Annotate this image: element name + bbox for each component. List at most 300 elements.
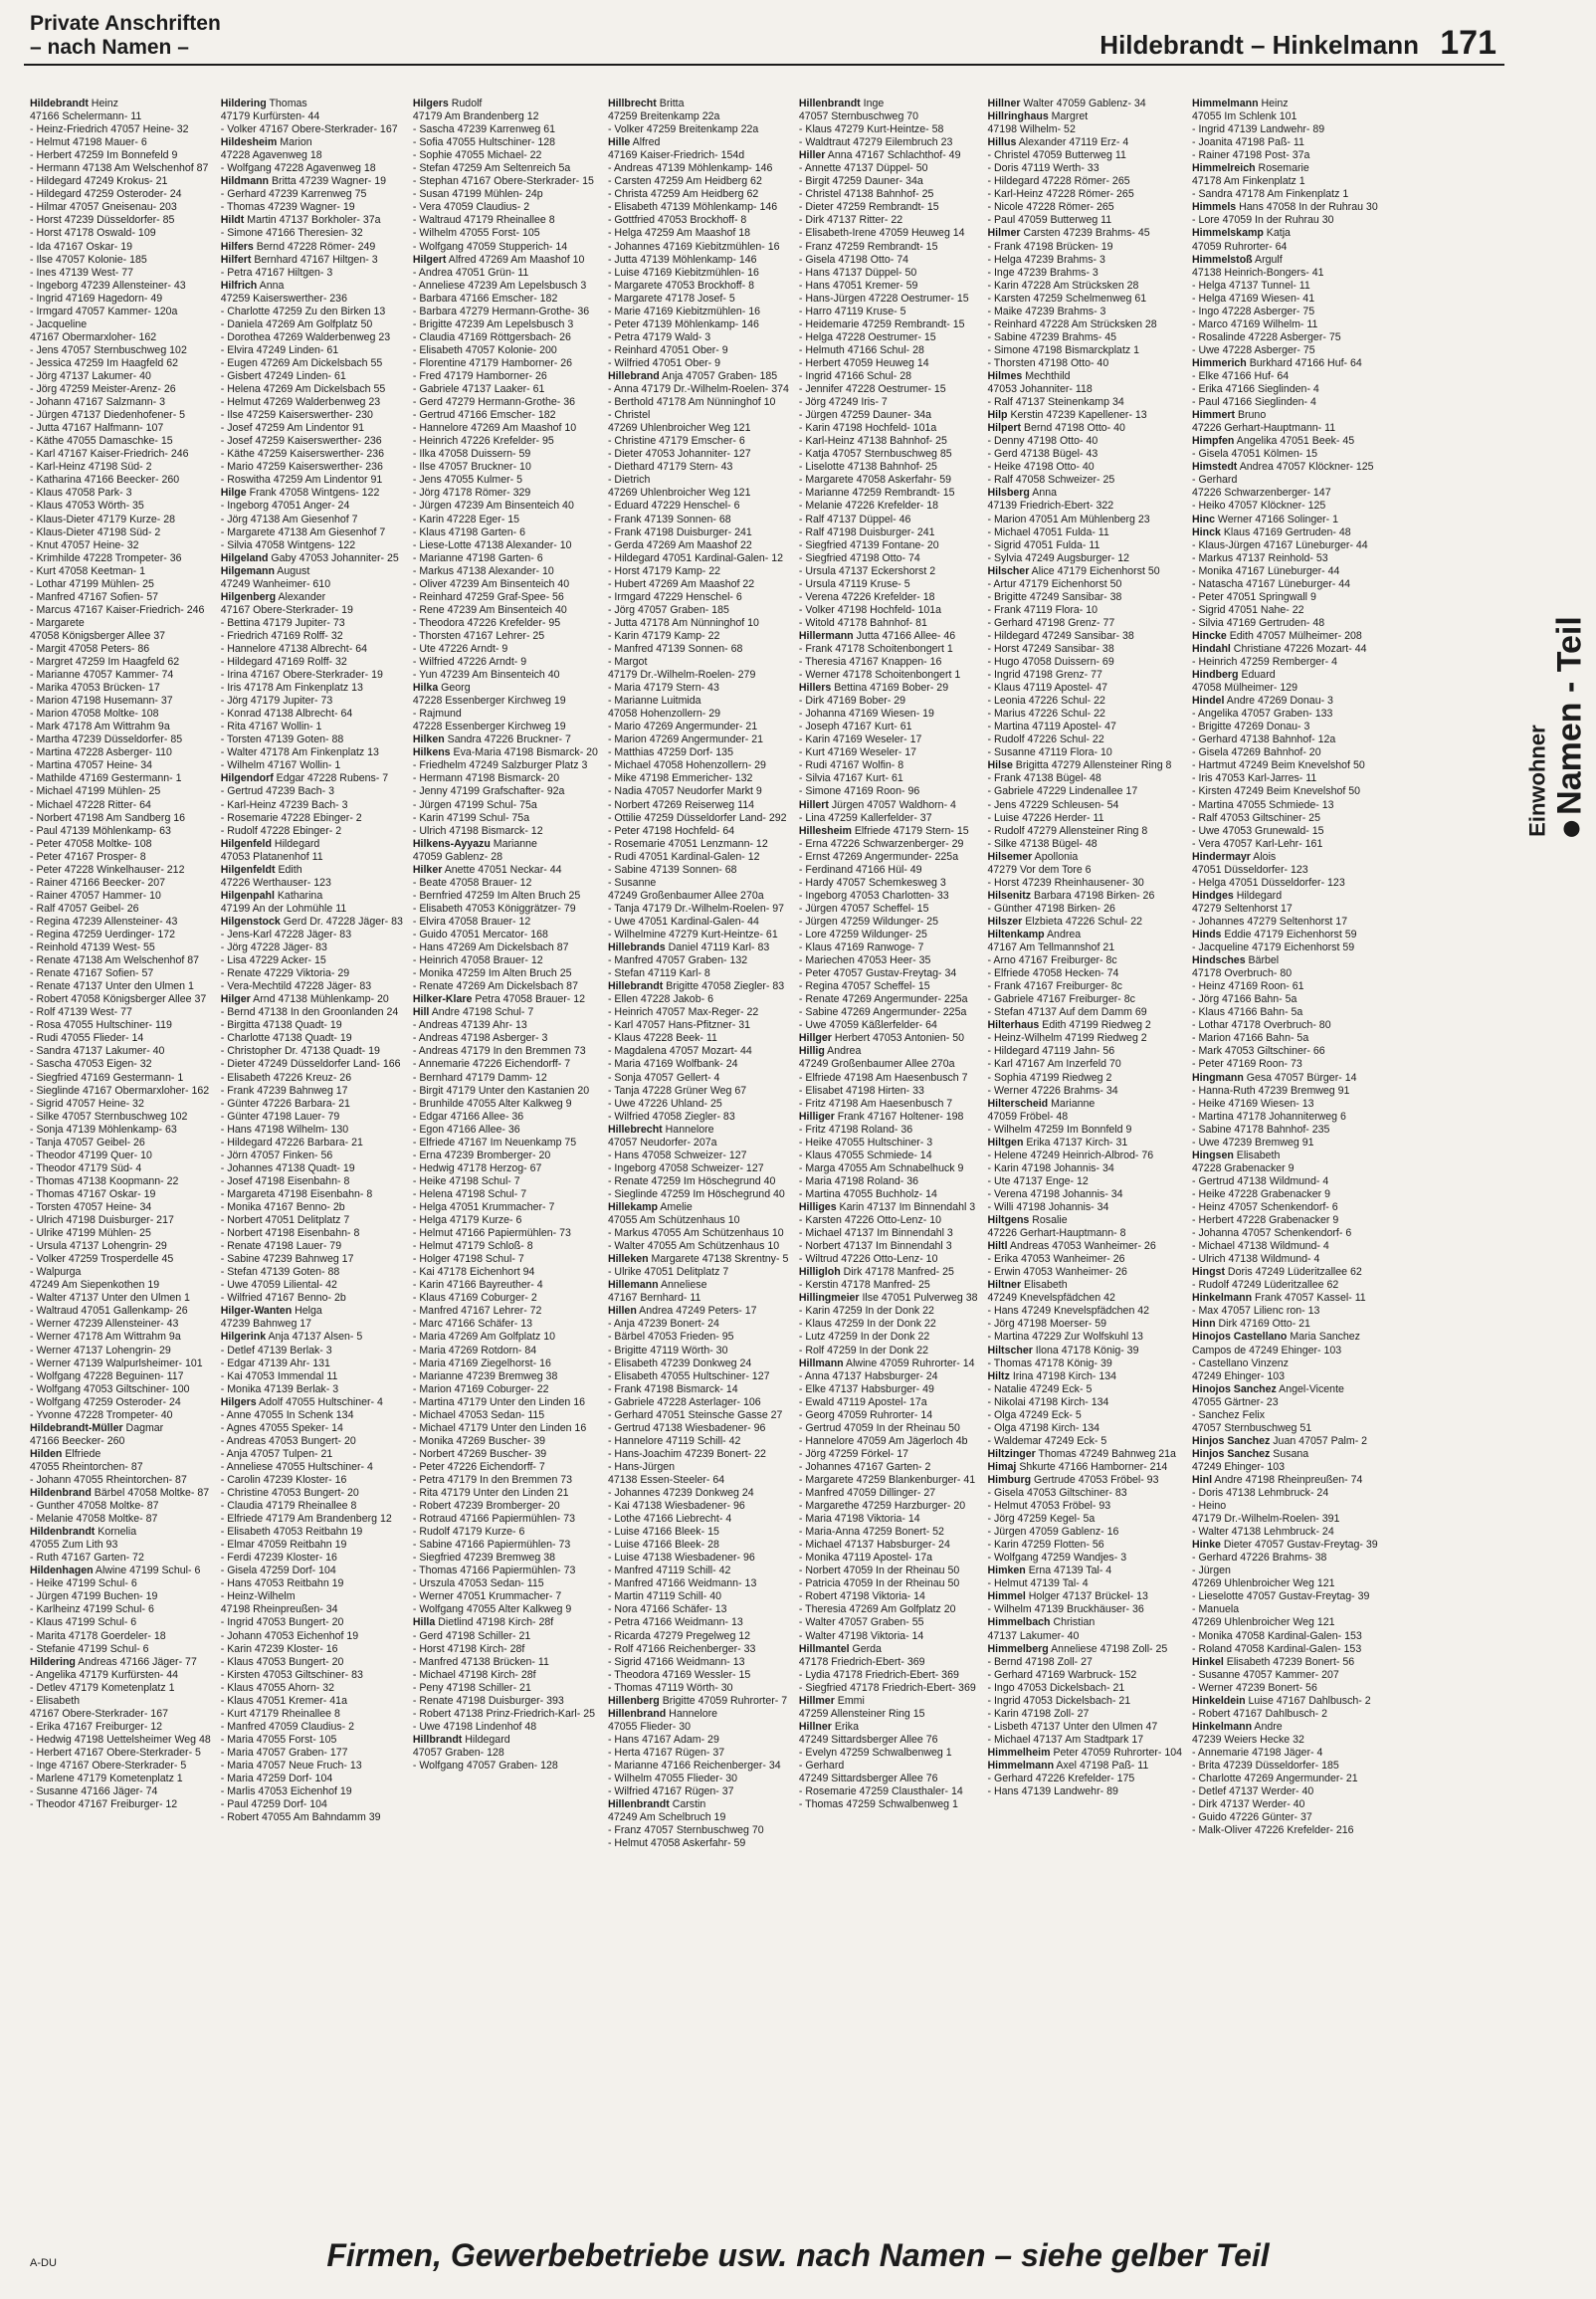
directory-entry: - Lore 47259 Wildunger- 25 — [798, 929, 927, 940]
directory-entry: - Harro 47119 Kruse- 5 — [798, 305, 906, 317]
directory-entry: - Werner 47139 Walpurlsheimer- 101 — [30, 1357, 203, 1369]
directory-entry: - Josef 47259 Kaiserswerther- 236 — [220, 435, 382, 448]
directory-entry: - Ingrid 47169 Hagedorn- 49 — [30, 292, 163, 305]
directory-entry: - Katharina 47166 Beecker- 260 — [30, 474, 180, 487]
directory-entry: - Ursula 47137 Lohengrin- 29 — [30, 1240, 167, 1253]
entry-surname: Hinojos Castellano — [1192, 1331, 1288, 1344]
directory-entry: - Karin 47199 Schul- 75a — [412, 811, 530, 824]
directory-entry: - Michael 47138 Wildmund- 4 — [1192, 1240, 1329, 1253]
directory-entry: - Carsten 47259 Am Heidberg 62 — [607, 175, 762, 188]
directory-entry: - Marlene 47179 Kometenplatz 1 — [30, 1773, 183, 1785]
directory-entry: - Olga 47249 Eck- 5 — [987, 1408, 1082, 1421]
directory-entry: - Elisabeth 47053 Königgrätzer- 79 — [412, 902, 576, 915]
entry-surname: Hinkelmann — [1192, 1292, 1253, 1305]
directory-entry: - Uwe 47053 Grunewald- 15 — [1192, 824, 1324, 837]
directory-entry: - Heike 47198 Schul- 7 — [412, 1174, 520, 1187]
directory-entry: - Karin 47239 Kloster- 16 — [220, 1642, 338, 1655]
directory-entry: - Wolfgang 47059 Stupperich- 14 — [412, 240, 568, 253]
entry-details: Anneliese 47198 Zoll- 25 — [1048, 1642, 1168, 1655]
directory-entry: - Luise 47138 Wiesbadener- 96 — [607, 1552, 755, 1565]
directory-entry: - Maria 47179 Stern- 43 — [607, 682, 719, 695]
entry-details: Heinz — [1258, 98, 1289, 109]
directory-entry: - Monika 47167 Benno- 2b — [220, 1200, 345, 1213]
entry-surname: Hillner — [798, 1720, 832, 1733]
directory-entry: - Helena 47269 Am Dickelsbach 55 — [220, 383, 386, 396]
directory-entry: - Angelika 47057 Graben- 133 — [1192, 708, 1333, 721]
directory-entry — [221, 214, 403, 227]
directory-entry — [1192, 1072, 1378, 1085]
directory-entry: - Iris 47053 Karl-Jarres- 11 — [1192, 772, 1317, 785]
directory-entry: - Elisabeth 47239 Donkweg 24 — [607, 1357, 752, 1369]
directory-entry: - Dieter 47249 Düsseldorfer Land- 166 — [220, 1058, 401, 1071]
directory-entry: - Kirsten 47053 Giltschiner- 83 — [220, 1668, 363, 1681]
directory-entry — [1192, 954, 1378, 967]
entry-details: Edith 47199 Riedweg 2 — [1039, 1019, 1151, 1032]
entry-details: Erika — [831, 1720, 859, 1733]
directory-entry: - Simone 47198 Bismarckplatz 1 — [987, 343, 1140, 356]
entry-surname: Hiller — [798, 149, 826, 162]
directory-entry: - Ulrich 47198 Duisburger- 217 — [30, 1214, 174, 1227]
directory-entry: - Heinz-Wilhelm 47199 Riedweg 2 — [987, 1032, 1147, 1045]
directory-entry — [799, 1358, 978, 1370]
entry-details: Thomas — [266, 98, 307, 109]
directory-entry: - Elvira 47058 Brauer- 12 — [412, 915, 531, 928]
directory-entry: - Waltraud 47179 Rheinallee 8 — [412, 214, 555, 227]
directory-entry: 47269 Uhlenbroicher Weg 121 — [607, 422, 751, 435]
entry-surname: Hiltgen — [987, 1136, 1024, 1149]
directory-entry: - Anneliese 47239 Am Lepelsbusch 3 — [412, 279, 587, 292]
entry-surname: Himmelskamp — [1192, 227, 1264, 240]
directory-entry: - Margit 47058 Peters- 86 — [30, 642, 150, 655]
directory-entry: - Helga 47051 Düsseldorfer- 123 — [1192, 876, 1345, 889]
directory-entry: - Sieglinde 47167 Obermarxloher- 162 — [30, 1084, 210, 1097]
entry-details: Arnd 47138 Mühlenkamp- 20 — [250, 993, 389, 1006]
directory-entry: - Ricarda 47279 Pregelweg 12 — [607, 1629, 751, 1642]
directory-entry: - Martina 47055 Buchholz- 14 — [798, 1187, 937, 1200]
entry-surname: Himmert — [1192, 409, 1235, 422]
directory-entry — [988, 851, 1183, 864]
directory-entry: - Nicole 47228 Römer- 265 — [987, 201, 1114, 214]
directory-entry: - Ralf 47137 Düppel- 46 — [798, 513, 911, 525]
directory-entry: - Walter 47055 Am Schützenhaus 10 — [607, 1240, 780, 1253]
directory-entry: - Horst 47239 Rheinhausener- 30 — [987, 876, 1144, 889]
directory-entry: - Kurt 47058 Keetman- 1 — [30, 564, 146, 577]
entry-details: Werner 47166 Solinger- 1 — [1214, 513, 1339, 525]
directory-entry: - Helga 47259 Am Maashof 18 — [607, 227, 751, 240]
directory-entry: 47249 Am Siepenkothen 19 — [30, 1279, 160, 1292]
directory-entry: 47055 Flieder- 30 — [607, 1720, 691, 1733]
directory-entry: - Renate 47198 Lauer- 79 — [220, 1240, 342, 1253]
directory-entry: 47259 Allensteiner Ring 15 — [798, 1707, 925, 1720]
directory-entry — [1192, 1656, 1378, 1669]
directory-entry — [221, 591, 403, 604]
name-range: Hildebrandt – Hinkelmann — [1099, 30, 1420, 60]
entry-surname: Hillus — [987, 136, 1017, 149]
entry-details: Juan 47057 Palm- 2 — [1270, 1434, 1368, 1447]
directory-entry: - Heino — [1192, 1500, 1227, 1513]
directory-entry: - Yvonne 47228 Trompeter- 40 — [30, 1408, 173, 1421]
entry-surname: Hilsenitz — [987, 889, 1032, 902]
directory-entry: - Lisbeth 47137 Unter den Ulmen 47 — [987, 1720, 1158, 1733]
directory-entry: - Uwe 47051 Kardinal-Galen- 44 — [607, 915, 759, 928]
directory-entry: - Walter 47178 Am Finkenplatz 13 — [220, 746, 379, 759]
entry-surname: Hilla — [412, 1616, 436, 1629]
directory-entry — [988, 1240, 1183, 1253]
directory-entry: - Annemarie 47226 Eichendorff- 7 — [412, 1058, 571, 1071]
directory-entry: - Susanne 47119 Flora- 10 — [987, 746, 1112, 759]
directory-entry: 47269 Uhlenbroicher Weg 121 — [607, 487, 751, 500]
entry-details: Bruno — [1235, 409, 1267, 422]
directory-entry — [221, 175, 403, 188]
entry-surname: Hillekamp — [607, 1200, 658, 1213]
directory-entry: - Christine 47053 Bungert- 20 — [220, 1487, 359, 1500]
directory-entry — [221, 890, 403, 903]
directory-entry: - Peter 47051 Springwall 9 — [1192, 590, 1316, 603]
directory-entry: 47226 Werthauser- 123 — [220, 876, 331, 889]
entry-details: Carstin — [669, 1798, 706, 1811]
directory-entry — [221, 280, 403, 293]
directory-entry: 47179 Dr.-Wilhelm-Roelen- 279 — [607, 669, 756, 682]
entry-details: Bettina 47169 Bober- 29 — [831, 682, 949, 695]
directory-entry: - Karin 47259 Flotten- 56 — [987, 1539, 1104, 1552]
directory-entry: - Marcus 47167 Kaiser-Friedrich- 246 — [30, 603, 205, 616]
directory-entry: 47166 Beecker- 260 — [30, 1434, 125, 1447]
directory-entry — [413, 838, 598, 851]
entry-details: Andre — [1252, 1720, 1283, 1733]
directory-entry: 47178 Friedrich-Ebert- 369 — [798, 1655, 925, 1668]
directory-entry: - Jürgen 47137 Diedenhofener- 5 — [30, 409, 186, 422]
directory-entry: - Hannelore 47059 Am Jägerloch 4b — [798, 1434, 968, 1447]
directory-entry — [608, 370, 789, 383]
directory-entry: - Mathilde 47169 Gestermann- 1 — [30, 772, 182, 785]
entry-surname: Himmel — [987, 1590, 1026, 1603]
directory-entry: - Wilfried 47167 Benno- 2b — [220, 1292, 346, 1305]
entry-details: Irina 47198 Kirch- 134 — [1009, 1369, 1117, 1382]
directory-entry: - Karl-Heinz 47228 Römer- 265 — [987, 188, 1134, 201]
entry-surname: Hiltscher — [987, 1344, 1033, 1357]
directory-entry: - Hardy 47057 Schemkesweg 3 — [798, 876, 946, 889]
directory-entry — [1192, 1331, 1378, 1344]
entry-surname: Hilpert — [987, 422, 1022, 435]
directory-entry: - Elfriede 47179 Am Brandenberg 12 — [220, 1513, 392, 1526]
entry-details: Angelika 47051 Beek- 45 — [1234, 435, 1355, 448]
directory-entry: - Franz 47259 Rembrandt- 15 — [798, 240, 938, 253]
entry-surname: Hinojos Sanchez — [1192, 1382, 1277, 1395]
directory-entry: - Wilfried 47058 Ziegler- 83 — [607, 1110, 735, 1123]
directory-entry: - Wolfgang 47259 Wandjes- 3 — [987, 1552, 1127, 1565]
section-title-line1: Private Anschriften — [30, 12, 221, 35]
directory-entry — [988, 1098, 1183, 1111]
entry-surname: Hillringhaus — [987, 110, 1049, 123]
directory-entry: - Markus 47138 Alexander- 10 — [412, 564, 554, 577]
directory-entry — [1192, 162, 1378, 175]
directory-entry: - Walpurga — [30, 1266, 82, 1279]
directory-entry: - Helmut 47058 Askerfahr- 59 — [607, 1837, 746, 1850]
directory-entry: - Silke 47057 Sternbuschweg 102 — [30, 1110, 188, 1123]
directory-entry — [1192, 890, 1378, 903]
directory-entry: 47057 Graben- 128 — [412, 1746, 504, 1759]
entry-surname: Himmelberg — [987, 1642, 1049, 1655]
directory-entry: - Georg 47059 Ruhrorter- 14 — [798, 1408, 933, 1421]
directory-entry: - Norbert 47059 In der Rheinau 50 — [798, 1565, 960, 1577]
directory-entry: - Volker 47259 Breitenkamp 22a — [607, 123, 759, 136]
entry-surname: Hilsberg — [987, 487, 1030, 500]
directory-entry: - Peter 47198 Hochfeld- 64 — [607, 824, 735, 837]
directory-entry: - Elisabeth 47055 Hultschiner- 127 — [607, 1369, 770, 1382]
directory-entry: - Theresia 47167 Knappen- 16 — [798, 656, 942, 669]
entry-surname: Hinkel — [1192, 1655, 1224, 1668]
directory-entry: - Klaus 47169 Coburger- 2 — [412, 1292, 537, 1305]
entry-surname: Hilsemer — [987, 850, 1033, 863]
directory-entry: - Rolf 47259 In der Donk 22 — [798, 1344, 929, 1357]
directory-entry: - Ingrid 47198 Grenz- 77 — [987, 669, 1102, 682]
entry-details: Bernhard 47167 Hiltgen- 3 — [251, 253, 378, 266]
directory-entry: - Dirk 47137 Ritter- 22 — [798, 214, 903, 227]
directory-entry: - Wilhelm 47055 Flieder- 30 — [607, 1773, 738, 1785]
directory-entry: - Liese-Lotte 47138 Alexander- 10 — [412, 538, 572, 551]
directory-entry: - Margarete — [30, 616, 85, 629]
directory-entry: 47198 Wilhelm- 52 — [987, 123, 1076, 136]
directory-entry: - Hannelore 47119 Schill- 42 — [607, 1434, 741, 1447]
directory-entry: - Sascha 47053 Eigen- 32 — [30, 1058, 152, 1071]
directory-entry: - Tanja 47179 Dr.-Wilhelm-Roelen- 97 — [607, 902, 784, 915]
directory-entry: - Volker 47167 Obere-Sterkrader- 167 — [220, 123, 398, 136]
entry-details: Eddie 47179 Eichenhorst 59 — [1221, 929, 1357, 940]
directory-entry: - Karl 47057 Hans-Pfitzner- 31 — [607, 1019, 751, 1032]
directory-entry: - Wilhelmine 47279 Kurt-Heintze- 61 — [607, 929, 778, 940]
directory-entry — [30, 98, 211, 110]
directory-entry: - Frank 47239 Bahnweg 17 — [220, 1084, 348, 1097]
directory-entry: - Monika 47139 Berlak- 3 — [220, 1382, 339, 1395]
directory-entry: 47138 Heinrich-Bongers- 41 — [1192, 266, 1324, 279]
entry-surname: Hilgert — [412, 253, 447, 266]
directory-entry: - Walter 47057 Graben- 55 — [798, 1616, 924, 1629]
directory-entry: 47199 An der Lohmühle 11 — [220, 902, 347, 915]
directory-entry: - Regina 47057 Scheffel- 15 — [798, 980, 930, 993]
directory-entry: 47167 Obere-Sterkrader- 167 — [30, 1707, 168, 1720]
directory-entry — [1192, 461, 1378, 474]
directory-entry: - Marion 47198 Husemann- 37 — [30, 695, 173, 708]
directory-entry: - Jörg 47179 Jupiter- 73 — [220, 695, 333, 708]
entry-surname: Hilgemann — [220, 564, 275, 577]
directory-entry: - Ulrich 47198 Bismarck- 12 — [412, 824, 543, 837]
directory-entry: - Theodor 47179 Süd- 4 — [30, 1161, 142, 1174]
directory-entry: - Rudolf 47249 Lüderitzallee 62 — [1192, 1279, 1339, 1292]
entry-surname: Hilfers — [220, 240, 254, 253]
directory-entry: - Margarete 47259 Blankenburger- 41 — [798, 1473, 976, 1486]
entry-surname: Hindermayr — [1192, 850, 1251, 863]
directory-entry: 47167 Bernhard- 11 — [607, 1292, 701, 1305]
entry-details: Shkurte 47166 Hamborner- 214 — [1016, 1460, 1168, 1473]
directory-entry: - Vera 47059 Claudius- 2 — [412, 201, 530, 214]
directory-entry: - Heinrich 47057 Max-Reger- 22 — [607, 1006, 759, 1019]
directory-entry: - Sylvia 47249 Augsburger- 12 — [987, 551, 1130, 564]
directory-entry: - Renate 47198 Duisburger- 393 — [412, 1694, 564, 1707]
entry-surname: Himpfen — [1192, 435, 1235, 448]
directory-entry: - Andreas 47139 Möhlenkamp- 146 — [607, 162, 773, 175]
entry-details: Burkhard 47166 Huf- 64 — [1246, 356, 1362, 369]
directory-entry — [799, 149, 978, 162]
entry-details: Helga — [292, 1305, 322, 1318]
directory-entry: - Robert 47058 Königsberger Allee 37 — [30, 993, 207, 1006]
directory-entry: - Sonja 47057 Gellert- 4 — [607, 1071, 720, 1084]
directory-entry — [799, 682, 978, 695]
directory-entry: - Jens 47229 Schleusen- 54 — [987, 798, 1119, 811]
directory-entry: - Uwe 47226 Uhland- 25 — [607, 1097, 722, 1110]
directory-entry: - Jutta 47178 Am Nünninghof 10 — [607, 616, 759, 629]
entry-details: Bernd 47228 Römer- 249 — [253, 240, 376, 253]
entry-details: Maria Sanchez — [1287, 1331, 1360, 1344]
directory-entry: - Ingrid 47139 Landwehr- 89 — [1192, 123, 1325, 136]
directory-entry: - Lutz 47259 In der Donk 22 — [798, 1331, 930, 1344]
directory-entry: - Klaus 47055 Ahorn- 32 — [220, 1681, 335, 1694]
directory-entry — [1192, 1695, 1378, 1708]
directory-entry — [988, 1747, 1183, 1760]
directory-entry: - Luise 47169 Kiebitzmühlen- 16 — [607, 266, 759, 279]
directory-entry: - Andreas 47053 Bungert- 20 — [220, 1434, 356, 1447]
directory-entry: - Sieglinde 47259 Im Höschegrund 40 — [607, 1187, 785, 1200]
directory-entry: 47179 Kurfürsten- 44 — [220, 110, 320, 123]
directory-entry: - Jürgen 47239 Am Binsenteich 40 — [412, 500, 574, 513]
directory-entry: - Marion 47169 Coburger- 22 — [412, 1382, 549, 1395]
directory-entry: 47055 Im Schlenk 101 — [1192, 110, 1297, 123]
directory-entry: - Christel 47138 Bahnhof- 25 — [798, 188, 934, 201]
directory-entry: - Horst 47239 Düsseldorfer- 85 — [30, 214, 175, 227]
directory-entry — [988, 370, 1183, 383]
directory-entry — [1192, 1383, 1378, 1396]
directory-entry: - Waltraud 47051 Gallenkamp- 26 — [30, 1305, 188, 1318]
directory-entry: - Detlev 47179 Kometenplatz 1 — [30, 1681, 175, 1694]
directory-entry — [988, 422, 1183, 435]
directory-entry: - Elisabeth 47226 Kreuz- 26 — [220, 1071, 352, 1084]
directory-entry: 47249 Sittardsberger Allee 76 — [798, 1733, 938, 1746]
entry-details: Gertrude 47053 Fröbel- 93 — [1031, 1473, 1159, 1486]
directory-entry: - Herbert 47167 Obere-Sterkrader- 5 — [30, 1746, 201, 1759]
directory-entry: - Roland 47058 Kardinal-Galen- 153 — [1192, 1642, 1362, 1655]
directory-entry: - Beate 47058 Brauer- 12 — [412, 876, 532, 889]
directory-entry: - Waldemar 47249 Eck- 5 — [987, 1434, 1107, 1447]
entry-surname: Hilmer — [987, 227, 1021, 240]
directory-entry: - Mark 47053 Giltschiner- 66 — [1192, 1045, 1325, 1058]
entry-details: Edgar 47228 Rubens- 7 — [273, 772, 389, 785]
entry-surname: Hillers — [798, 682, 832, 695]
directory-entry: - Rosemarie 47259 Clausthaler- 14 — [798, 1785, 963, 1798]
directory-entry: - Margareta 47198 Eisenbahn- 8 — [220, 1187, 373, 1200]
directory-entry — [1192, 1266, 1378, 1279]
entry-surname: Hingst — [1192, 1266, 1225, 1279]
directory-entry: - Mario 47259 Kaiserswerther- 236 — [220, 461, 383, 474]
directory-entry: - Marika 47053 Brücken- 17 — [30, 682, 160, 695]
directory-entry: - Annette 47137 Düppel- 50 — [798, 162, 928, 175]
entry-details: Sandra 47226 Bruckner- 7 — [444, 733, 571, 746]
directory-entry: - Hans 47198 Wilhelm- 130 — [220, 1123, 349, 1136]
directory-entry: - Michael 47053 Sedan- 115 — [412, 1408, 545, 1421]
directory-entry: - Robert 47239 Bromberger- 20 — [412, 1500, 560, 1513]
directory-entry: 47269 Uhlenbroicher Weg 121 — [1192, 1577, 1335, 1590]
directory-entry: - Yun 47239 Am Binsenteich 40 — [412, 669, 560, 682]
entry-surname: Hilfrich — [220, 279, 258, 292]
directory-entry: 47058 Mülheimer- 129 — [1192, 682, 1298, 695]
directory-entry — [221, 487, 403, 500]
directory-entry: - Ellen 47228 Jakob- 6 — [607, 993, 713, 1006]
directory-entry: - Frank 47119 Flora- 10 — [987, 603, 1098, 616]
directory-entry: - Markus 47055 Am Schützenhaus 10 — [607, 1227, 784, 1240]
directory-entry: - Karin 47228 Am Strücksken 28 — [987, 279, 1139, 292]
directory-entry — [221, 1396, 403, 1409]
directory-entry: - Uwe 47059 Käßlerfelder- 64 — [798, 1019, 937, 1032]
directory-entry: - Luise 47166 Bleek- 28 — [607, 1539, 719, 1552]
directory-entry: - Christine 47179 Emscher- 6 — [607, 435, 745, 448]
directory-entry: - Gunther 47058 Moltke- 87 — [30, 1500, 159, 1513]
entry-details: Axel 47198 Paß- 11 — [1054, 1760, 1149, 1772]
directory-entry: - Diethard 47179 Stern- 43 — [607, 461, 733, 474]
entry-details: Alexander 47119 Erz- 4 — [1016, 136, 1129, 149]
directory-entry: - Ursula 47119 Kruse- 5 — [798, 577, 910, 590]
directory-entry: - Jörg 47198 Moerser- 59 — [987, 1318, 1107, 1331]
directory-entry — [799, 1111, 978, 1124]
directory-entry: - Willi 47198 Johannis- 34 — [987, 1200, 1109, 1213]
directory-entry: - Dorothea 47269 Walderbenweg 23 — [220, 330, 391, 343]
directory-entry: - Werner 47226 Brahms- 34 — [987, 1084, 1118, 1097]
directory-entry: - Marion 47166 Bahn- 5a — [1192, 1032, 1309, 1045]
directory-entry: - Gisela 47053 Giltschiner- 83 — [987, 1487, 1127, 1500]
directory-entry: - Reinhard 47259 Graf-Spee- 56 — [412, 590, 564, 603]
directory-entry: - Bernd 47198 Zoll- 27 — [987, 1655, 1093, 1668]
directory-entry: - Gerd 47138 Bügel- 43 — [987, 448, 1098, 461]
entry-details: Hans 47058 In der Ruhrau 30 — [1236, 201, 1378, 214]
directory-entry: - Marianne 47057 Kammer- 74 — [30, 669, 174, 682]
entry-details: Margret — [1048, 110, 1089, 123]
directory-entry: - Jens-Karl 47228 Jäger- 83 — [220, 929, 352, 940]
entry-surname: Hinjos Sanchez — [1192, 1447, 1271, 1460]
directory-entry: 47249 Sittardsberger Allee 76 — [798, 1773, 938, 1785]
directory-entry: - Florentine 47179 Hamborner- 26 — [412, 356, 573, 369]
directory-entry: - Reinhard 47228 Am Strücksken 28 — [987, 317, 1157, 330]
directory-entry — [608, 1798, 789, 1811]
directory-entry: - Ferdi 47239 Kloster- 16 — [220, 1552, 337, 1565]
directory-entry: - Thomas 47239 Wagner- 19 — [220, 201, 355, 214]
directory-entry: - Konrad 47138 Albrecht- 64 — [220, 708, 353, 721]
directory-entry: - Charlotte 47138 Quadt- 19 — [220, 1032, 352, 1045]
directory-entry: - Margret 47259 Im Haagfeld 62 — [30, 656, 180, 669]
directory-entry: - Stefanie 47199 Schul- 6 — [30, 1642, 149, 1655]
directory-entry: - Erwin 47053 Wanheimer- 26 — [987, 1266, 1127, 1279]
directory-entry: - Elke 47166 Huf- 64 — [1192, 369, 1290, 382]
directory-entry: - Marion 47051 Am Mühlenberg 23 — [987, 513, 1150, 525]
directory-entry: - Klaus 47055 Schmiede- 14 — [798, 1149, 932, 1161]
directory-entry: - Detlef 47139 Berlak- 3 — [220, 1344, 332, 1357]
directory-entry: - Peter 47058 Moltke- 108 — [30, 837, 152, 850]
directory-entry: - Rosalinde 47228 Asberger- 75 — [1192, 330, 1341, 343]
entry-surname: Hingsen — [1192, 1149, 1234, 1161]
directory-entry: - Ralf 47137 Steinenkamp 34 — [987, 396, 1124, 409]
directory-entry: - Hannelore 47269 Am Maashof 10 — [412, 422, 577, 435]
directory-entry: - Heiko 47057 Klöckner- 125 — [1192, 500, 1326, 513]
directory-entry: - Elvira 47249 Linden- 61 — [220, 343, 339, 356]
directory-entry: - Michael 47137 Habsburger- 24 — [798, 1539, 950, 1552]
entry-surname: Hilken — [412, 733, 445, 746]
directory-entry: - Stefan 47139 Goten- 88 — [220, 1266, 340, 1279]
directory-entry: - Brigitte 47239 Am Lepelsbusch 3 — [412, 317, 574, 330]
directory-entry: - Rudolf 47179 Kurze- 6 — [412, 1526, 525, 1539]
directory-entry: - Jörg 47259 Meister-Arenz- 26 — [30, 383, 176, 396]
directory-entry: 47269 Uhlenbroicher Weg 121 — [1192, 1616, 1335, 1629]
entry-surname: Hiltenkamp — [987, 929, 1045, 940]
directory-entry: - Ewald 47119 Apostel- 17a — [798, 1395, 927, 1408]
directory-entry: - Martina 47179 Unter den Linden 16 — [412, 1395, 586, 1408]
directory-entry — [988, 1760, 1183, 1773]
directory-entry: - Marita 47178 Goerdeler- 18 — [30, 1629, 166, 1642]
